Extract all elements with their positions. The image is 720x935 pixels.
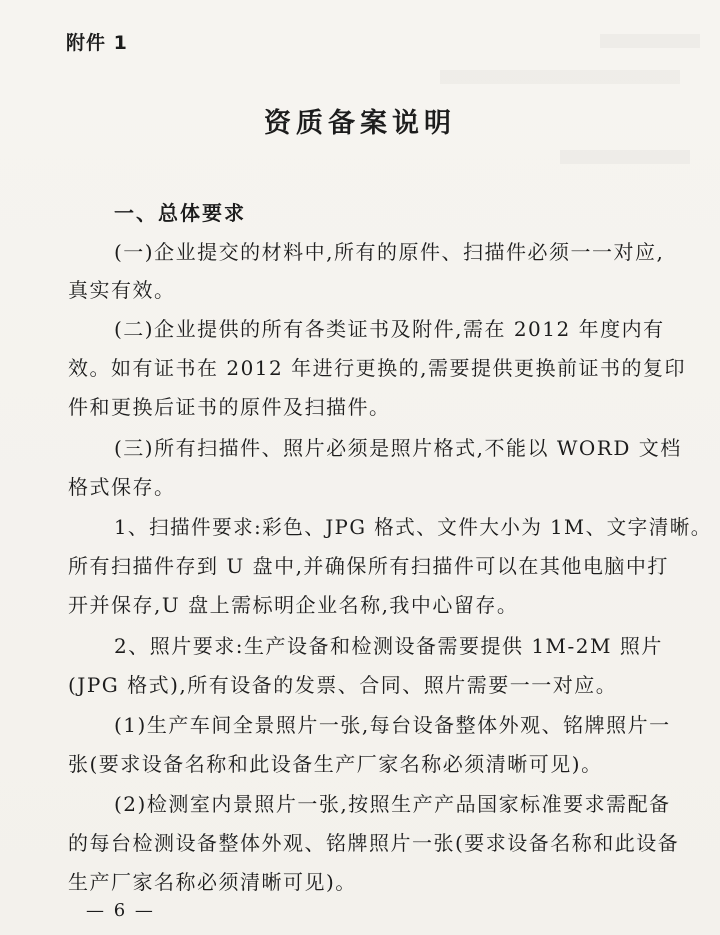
body-line: 生产厂家名称必须清晰可见)。	[68, 870, 357, 894]
body-line: (二)企业提供的所有各类证书及附件,需在 2012 年度内有	[114, 317, 665, 341]
page-title: 资质备案说明	[264, 108, 456, 139]
body-line: (2)检测室内景照片一张,按照生产产品国家标准要求需配备	[114, 792, 671, 816]
bleed-through-mark	[440, 70, 680, 84]
attachment-label: 附件 1	[66, 32, 128, 54]
body-line: 格式保存。	[68, 475, 176, 499]
body-line: (JPG 格式),所有设备的发票、合同、照片需要一一对应。	[68, 673, 618, 697]
body-line: 所有扫描件存到 U 盘中,并确保所有扫描件可以在其他电脑中打	[68, 554, 669, 578]
body-line: 1、扫描件要求:彩色、JPG 格式、文件大小为 1M、文字清晰。	[114, 515, 712, 539]
body-line: (三)所有扫描件、照片必须是照片格式,不能以 WORD 文档	[114, 436, 682, 460]
bleed-through-mark	[600, 34, 700, 48]
bleed-through-mark	[560, 150, 690, 164]
body-line: 开并保存,U 盘上需标明企业名称,我中心留存。	[68, 593, 519, 617]
section-heading: 一、总体要求	[114, 201, 246, 225]
body-line: 效。如有证书在 2012 年进行更换的,需要提供更换前证书的复印	[68, 356, 686, 380]
body-line: (一)企业提交的材料中,所有的原件、扫描件必须一一对应,	[114, 240, 665, 264]
body-line: 件和更换后证书的原件及扫描件。	[68, 395, 391, 419]
page-number: — 6 —	[86, 900, 155, 921]
body-line: 的每台检测设备整体外观、铭牌照片一张(要求设备名称和此设备	[68, 831, 680, 855]
body-line: (1)生产车间全景照片一张,每台设备整体外观、铭牌照片一	[114, 713, 671, 737]
body-line: 真实有效。	[68, 278, 176, 302]
body-line: 2、照片要求:生产设备和检测设备需要提供 1M-2M 照片	[114, 634, 663, 658]
body-line: 张(要求设备名称和此设备生产厂家名称必须清晰可见)。	[68, 752, 603, 776]
